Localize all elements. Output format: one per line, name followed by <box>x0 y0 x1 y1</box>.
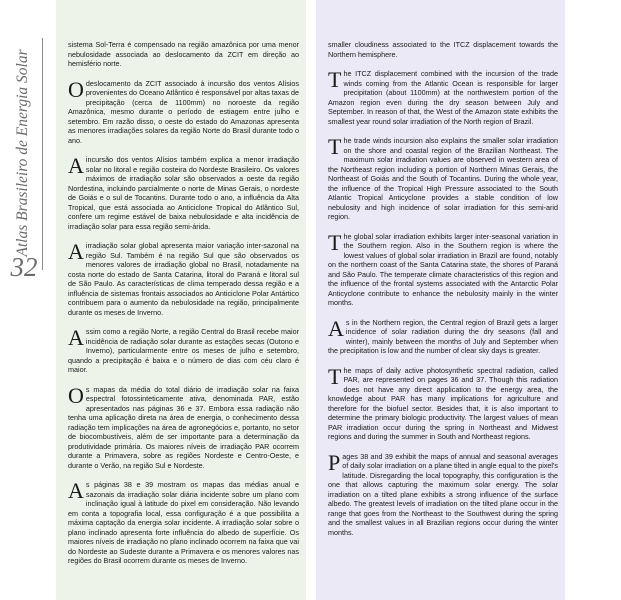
paragraph-text: irradiação solar global apresenta maior variação inter-sazonal na região Sul. Também é na região Sul que são observados os menores valores de irradiação global no Brasil, notadamente na costa norte do estado de Santa Catarina, litoral do Paraná e litoral sul de São Paulo. As características de clima temperado dessa região e a influência de sistemas frontais associados ao Anticiclone Polar Antártico contribuem para o aumento da nebulosidade na região, principalmente durante os meses de Inverno. <box>68 241 299 317</box>
en-paragraph <box>328 315 558 356</box>
pt-paragraph <box>68 327 299 375</box>
pt-paragraph <box>68 382 299 471</box>
paragraph-text: ages 38 and 39 exhibit the maps of annual and seasonal averages of daily solar irradiation on a plane tilted in angle equal to the pixel's latitude. Disregarding the local topography, this configuration is the one that allows capturing the maximum solar energy. The solar irradiation on a tilted plane exhibits a strong influence of the surface albedo. The greatest levels of irradiation on the tilted plane occur in the range that goes from the Northeast to the Southwest during the spring and the smallest values in all Brazilian regions occur during the winter months. <box>328 451 558 537</box>
drop-cap: A <box>328 315 344 341</box>
pt-paragraph <box>68 241 299 317</box>
en-paragraph-list <box>328 69 558 537</box>
pt-paragraph <box>68 480 299 566</box>
page-number: 32 <box>10 252 38 282</box>
paragraph-text: ssim como a região Norte, a região Central do Brasil recebe maior incidência de radiação solar durante as estações secas (Outono e Inverno), particularmente entre os meses de julho e setembro, quando a precipitação é baixa e o número de dias com céu claro é maior. <box>68 327 299 374</box>
paragraph-text: deslocamento da ZCIT associado à incursão dos ventos Alísios provenientes do Oceano Atlântico é responsável por altas taxas de precipitação (cerca de 1100mm) no noroeste da região Amazônica, mesmo durante o período de estiagem entre julho e setembro. Em razão disso, o oeste do estado do Amazonas apresenta as menores irradiações solares da região Norte do Brasil durante todo o ano. <box>68 78 299 145</box>
sidebar-divider <box>42 38 43 270</box>
portuguese-column <box>56 0 306 600</box>
drop-cap: A <box>68 239 84 264</box>
paragraph-text: he ITCZ displacement combined with the incursion of the trade winds coming from the Atlantic Ocean is responsible for larger precipitation (about 1100mm) at the northwestern portion of the Amazon region even during the dry season between July and September. In reason of that, the West of the Amazon state exhibits the smallest year round solar irradiation of the North region of Brazil. <box>328 69 558 126</box>
paragraph-text: incursão dos ventos Alísios também explica a menor irradiação solar no litoral e região costeira do Nordeste Brasileiro. Os valores máximos de irradiação solar são observados a oeste da região Nordestina, incluindo parcialmente o norte de Minas Gerais, o nordeste de Goiás e o sul de Tocantins. Durante todo o ano, a influência da Alta Tropical, que está associada ao Anticiclone Tropical do Atlântico Sul, confere um regime estável de baixa nebulosidade e alta incidência de irradiação solar para essa região semi-árida. <box>68 155 299 231</box>
en-paragraph <box>328 136 558 222</box>
en-paragraph <box>328 449 558 538</box>
drop-cap: T <box>328 363 342 389</box>
en-paragraph <box>328 363 558 442</box>
drop-cap: O <box>68 382 84 408</box>
en-paragraph <box>328 229 558 308</box>
pt-continuation-paragraph: sistema Sol-Terra é compensado na região amazônica por uma menor nebulosidade associada ao deslocamento da ZCIT em direção ao hemisfério norte. <box>68 40 299 68</box>
drop-cap: T <box>328 67 342 92</box>
paragraph-text: he maps of daily active photosynthetic spectral radiation, called PAR, are represented on pages 36 and 37. Though this radiation does not have any direct application to the energy area, the knowledge about PAR has many implications for agriculture and therefore for the biofuel sector. Besides that, it is also important to determine the primary biologic productivity. The largest values of mean PAR irradiation occur during the spring in Northeast and Midwest regions and during the summer in South and Northeast regions. <box>328 365 558 441</box>
paragraph-text: s páginas 38 e 39 mostram os mapas das médias anual e sazonais da irradiação solar diária incidente sobre um plano com inclinação igual à latitude do pixel em consideração. Não levando em conta a topografia local, essa configuração é a que possibilita a máxima captação da energia solar incidente. A irradiação solar sobre o plano inclinado apresenta forte influência do albedo de superfície. Os maiores níveis de irradiação no plano inclinado ocorrem na faixa que vai do Nordeste ao Sudeste durante a Primavera e os menores valores nas regiões do Brasil ocorrem durante os meses de Inverno. <box>68 480 299 565</box>
drop-cap: A <box>68 325 84 350</box>
atlas-title-text: Atlas Brasileiro de Energia Solar <box>14 49 31 257</box>
drop-cap: A <box>68 478 84 503</box>
en-paragraph <box>328 69 558 126</box>
sidebar <box>0 0 46 600</box>
drop-cap: P <box>328 449 341 475</box>
paragraph-text: s in the Northern region, the Central region of Brazil gets a larger incidence of solar radiation during the dry seasons (fall and winter), mainly between the months of July and September when the precipitation is low and the number of clear sky days is greater. <box>328 317 558 355</box>
drop-cap: T <box>328 229 342 255</box>
en-continuation-paragraph: smaller cloudiness associated to the ITCZ displacement towards the Northern hemisphere. <box>328 40 558 59</box>
drop-cap: A <box>68 153 84 178</box>
drop-cap: T <box>328 134 342 159</box>
english-column <box>316 0 565 600</box>
drop-cap: O <box>68 76 84 102</box>
paragraph-text: he trade winds incursion also explains the smaller solar irradiation on the shore and coastal region of the Brazilian Northeast. The maximum solar irradiation values are observed in western area of the Northeast region including a portion of Northern Minas Gerais, the Northeast of Goiás and the South of Tocantins. During the whole year, the influence of the Tropical High Pressure associated to the South Atlantic Tropical Anticyclone provides a stable condition of low nebulosity and high incidence of solar irradiation for this semi-arid region. <box>328 136 558 221</box>
pt-paragraph-list <box>68 76 299 566</box>
atlas-title-vertical <box>6 38 40 268</box>
paragraph-text: he global solar irradiation exhibits larger inter-seasonal variation in the Southern region. Also in the Southern region is where the lowest values of global solar irradiation in Brazil are found, notably on the northern coast of the Santa Catarina state, the shores of Paraná and São Paulo. The temperate climate characteristics of this region and the influence of the frontal systems associated with the Antarctic Polar Anticyclone contribute to enhance the nebulosity mainly in the winter months. <box>328 231 558 307</box>
pt-paragraph <box>68 76 299 146</box>
paragraph-text: s mapas da média do total diário de irradiação solar na faixa espectral fotossinteticamente ativa, denominada PAR, estão apresentados nas páginas 36 e 37. Embora essa radiação não tenha uma aplicação direta na área de energia, o conhecimento dessa radiação tem implicações na área de agronegócios e, portanto, no setor de biocombustíveis, além de ser importante para a determinação da produtividade primária. Os maiores níveis de irradiação PAR ocorrem durante a Primavera, sobre as regiões Nordeste e Centro-Oeste, e durante o Verão, na região Sul e Nordeste. <box>68 384 299 470</box>
pt-paragraph <box>68 155 299 231</box>
